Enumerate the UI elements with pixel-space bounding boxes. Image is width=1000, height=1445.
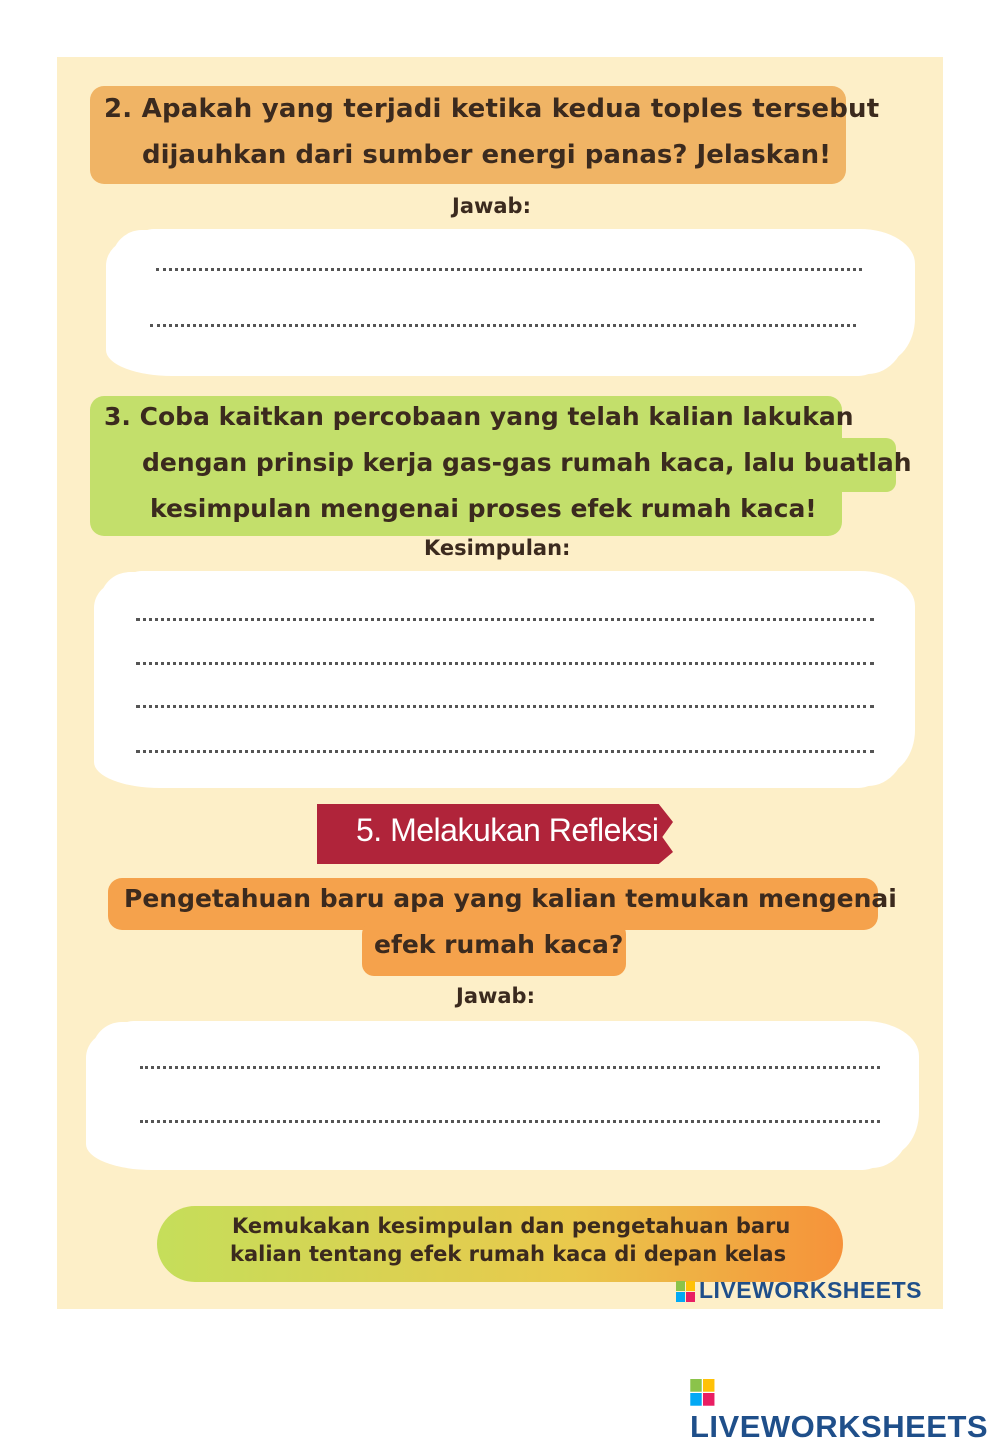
reflection-question-line1: Pengetahuan baru apa yang kalian temukan mengenai [124, 884, 897, 913]
answer-area-q3 [100, 572, 908, 786]
answer-area-reflection [92, 1022, 912, 1168]
answer-line-q2-1[interactable] [156, 268, 862, 271]
answer-line-q3-1[interactable] [136, 618, 874, 621]
watermark-outer [690, 1373, 1000, 1445]
liveworksheets-logo-icon [690, 1379, 716, 1407]
answer-line-q3-2[interactable] [136, 662, 874, 665]
question-2-text-line1: 2. Apakah yang terjadi ketika kedua toples tersebut [104, 94, 880, 124]
conclusion-label: Kesimpulan: [424, 536, 571, 560]
liveworksheets-logo-icon [676, 1281, 696, 1303]
watermark-inner [676, 1277, 922, 1304]
watermark-outer-text: LIVEWORKSHEETS [690, 1409, 989, 1444]
closing-instruction-line1: Kemukakan kesimpulan dan pengetahuan baru [232, 1214, 791, 1238]
answer-area-q2 [112, 230, 908, 374]
question-3-text-line3: kesimpulan mengenai proses efek rumah kaca! [150, 494, 817, 523]
answer-line-q2-2[interactable] [150, 324, 856, 327]
answer-label-q2: Jawab: [452, 194, 531, 218]
watermark-inner-text: LIVEWORKSHEETS [699, 1277, 922, 1303]
answer-line-q3-3[interactable] [136, 705, 874, 708]
answer-line-reflection-2[interactable] [140, 1120, 880, 1123]
answer-line-reflection-1[interactable] [140, 1066, 880, 1069]
question-2-text-line2: dijauhkan dari sumber energi panas? Jelaskan! [142, 140, 831, 170]
section-title: 5. Melakukan Refleksi [356, 812, 659, 848]
question-3-text-line1: 3. Coba kaitkan percobaan yang telah kalian lakukan [104, 402, 854, 431]
question-3-text-line2: dengan prinsip kerja gas-gas rumah kaca, lalu buatlah [142, 448, 912, 477]
closing-instruction-line2: kalian tentang efek rumah kaca di depan kelas [230, 1242, 787, 1266]
answer-line-q3-4[interactable] [136, 750, 874, 753]
reflection-question-line2: efek rumah kaca? [374, 930, 624, 959]
answer-label-reflection: Jawab: [456, 984, 535, 1008]
